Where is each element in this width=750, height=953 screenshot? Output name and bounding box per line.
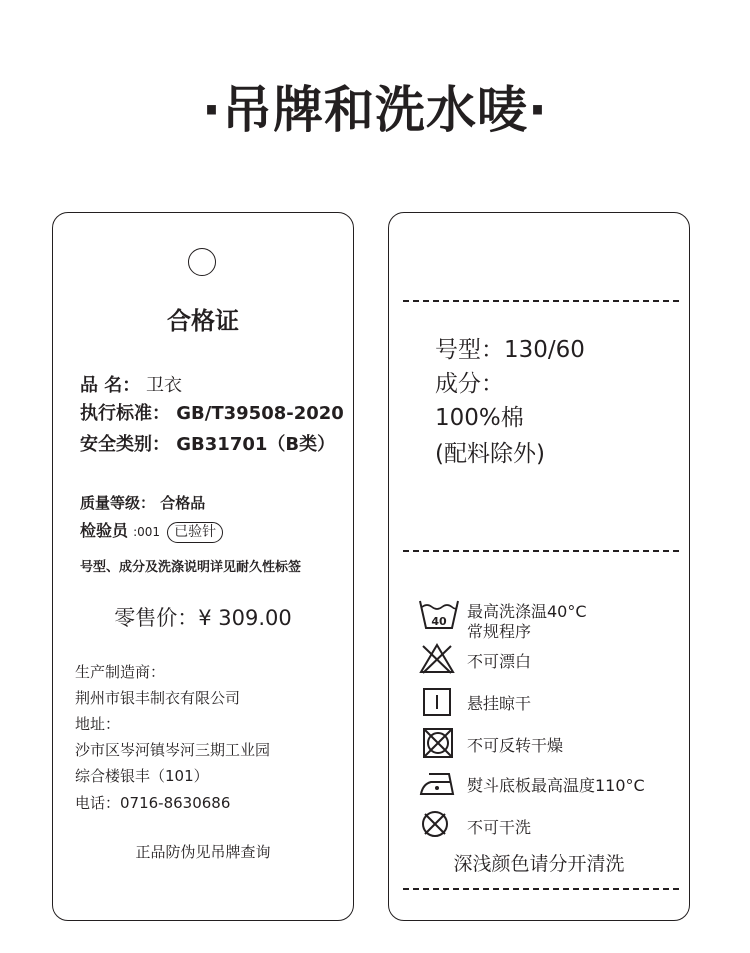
grade-label: 质量等级： <box>80 494 156 512</box>
maker-value: 荆州市银丰制衣有限公司 <box>75 689 241 707</box>
standard-value: GB/T39508-2020 <box>176 403 344 424</box>
address-label: 地址： <box>75 715 121 733</box>
wash-footer: 深浅颜色请分开清洗 <box>453 853 625 875</box>
safety-value: GB31701（B类） <box>176 434 336 455</box>
composition-label: 成分： <box>435 371 504 397</box>
composition-note: (配料除外) <box>435 441 545 467</box>
wash-40-icon <box>419 599 459 631</box>
size: 号型：130/60 <box>435 337 585 363</box>
care-text-wash-program: 常规程序 <box>467 622 532 641</box>
wash-label-card <box>388 212 690 921</box>
address-line-2: 综合楼银丰（101） <box>75 767 209 785</box>
care-text-no-bleach: 不可漂白 <box>467 652 532 671</box>
maker-label: 生产制造商： <box>75 663 166 681</box>
inspector-row <box>80 518 223 543</box>
care-text-no-tumble-dry: 不可反转干燥 <box>467 736 564 755</box>
no-bleach-icon <box>419 642 455 674</box>
iron-icon <box>419 768 459 800</box>
safety-row <box>80 430 335 456</box>
product-name-label: 品 名： <box>80 375 141 396</box>
svg-text:40: 40 <box>431 615 447 628</box>
product-name-row <box>80 371 182 397</box>
inspection-stamp: 已验针 <box>167 522 223 543</box>
product-name-value: 卫衣 <box>146 375 183 396</box>
dashed-divider-top <box>403 300 679 302</box>
care-text-no-dry-clean: 不可干洗 <box>467 818 532 837</box>
inspector-value: :001 <box>133 525 161 539</box>
grade-value: 合格品 <box>160 494 206 512</box>
dashed-divider-bottom <box>403 888 679 890</box>
care-text-wash: 最高洗涤温40°C <box>467 602 587 621</box>
inspector-label: 检验员 <box>80 521 129 540</box>
no-tumble-dry-icon <box>419 725 455 761</box>
care-text-iron: 熨斗底板最高温度110°C <box>467 776 645 795</box>
dashed-divider-middle <box>403 550 679 552</box>
composition-value: 100%棉 <box>435 405 524 431</box>
grade-row <box>80 492 205 513</box>
hang-tag-card <box>52 212 354 921</box>
label-note: 号型、成分及洗涤说明详见耐久性标签 <box>80 560 302 575</box>
page-title: ·吊牌和洗水唛· <box>202 81 548 139</box>
address-line-1: 沙市区岑河镇岑河三期工业园 <box>75 741 271 759</box>
no-dry-clean-icon <box>419 808 455 840</box>
care-text-line-dry: 悬挂晾干 <box>467 694 532 713</box>
safety-label: 安全类别： <box>80 434 170 455</box>
tag-heading: 合格证 <box>167 307 239 335</box>
hang-hole-icon <box>188 248 216 276</box>
standard-row <box>80 399 344 425</box>
standard-label: 执行标准： <box>80 403 170 424</box>
retail-price: 零售价：¥ 309.00 <box>114 606 292 630</box>
phone: 电话：0716-8630686 <box>75 794 231 812</box>
tag-footer: 正品防伪见吊牌查询 <box>135 843 271 861</box>
line-dry-icon <box>419 687 455 719</box>
